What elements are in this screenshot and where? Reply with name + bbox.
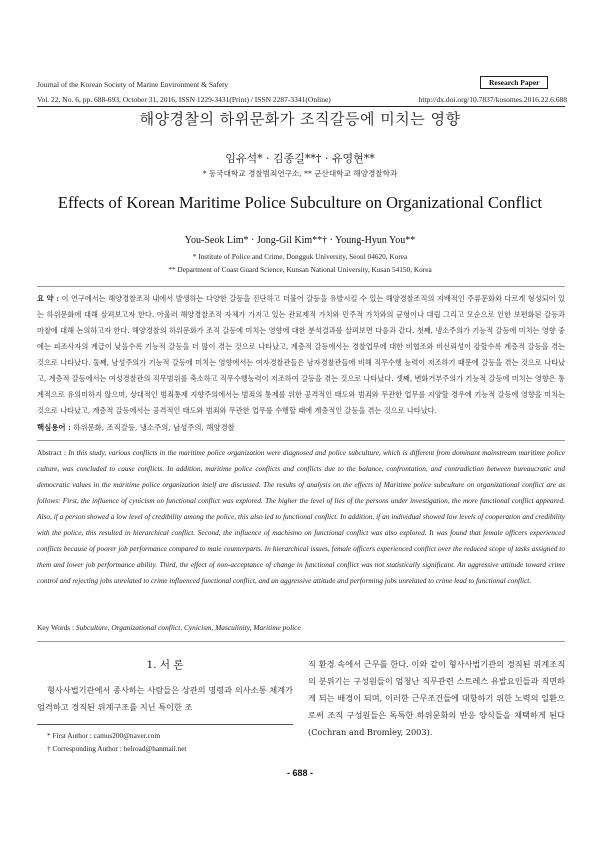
title-english: Effects of Korean Maritime Police Subculture on Organizational Conflict bbox=[57, 193, 543, 212]
abstract-divider-bottom bbox=[37, 641, 565, 642]
footnote-divider bbox=[37, 724, 293, 725]
section-heading-introduction: 1. 서 론 bbox=[146, 659, 184, 671]
authors-english: You-Seok Lim* · Jong-Gil Kim**† · Young-Hyun You** bbox=[184, 235, 416, 246]
keywords-english-label: Key Words : bbox=[37, 623, 75, 632]
keywords-english-text: Subculture, Organizational conflict, Cynicism, Masculinity, Maritime police bbox=[75, 623, 301, 632]
affiliation-english-1: * Institute of Police and Crime, Dongguk University, Seoul 04620, Korea bbox=[192, 252, 408, 261]
volume-line: Vol. 22, No. 6, pp. 688-693, October 31, 2016, ISSN 1229-3431(Print) / ISSN 2287-3341(Online) bbox=[37, 95, 331, 104]
abstract-divider-top bbox=[37, 286, 565, 287]
abstract-english-text: In this study, various conflicts in the maritime police organization were diagnosed and police subculture, which is different from dominant mainstream maritime police culture, was concluded to cause conflicts. In addition, maritime police conflicts and conflicts due to the balance, confrontation, and contradiction between bureaucratic and democratic values in the maritime police organization itself are discussed. The results of analysis on the effects of Maritime police subculture on organizational conflict are as follows: First, the influence of cynicism on functional conflict was explored. The higher the level of lies of the persons under investigation, the more functional conflict appeared. Also, if a person showed a low level of credibility among the police, this also led to functional conflict. In addition, if an individual showed low levels of cooperation and credibility with the police, this resulted in hierarchical conflict. Second, the influence of machismo on functional conflict was also explored. It was found that female officers experienced conflicts because of poorer job performance compared to male counterparts. In hierarchical issues, female officers experienced conflict over the reduced scope of tasks assigned to them and lower job performance ability. Third, the effect of non-acceptance of change in functional conflict was not statistically significant. An aggressive attitude toward crime control and rejecting jobs unrelated to crime influenced functional conflict, and an aggressive attitude and performing jobs unrelated to crime lead to functional conflict. bbox=[37, 448, 566, 585]
header-divider bbox=[37, 106, 565, 107]
intro-left-column: 형사사법기관에서 종사하는 사람들은 상관의 명령과 의사소통 체계가 엄격하고 경직된 위계구조를 지닌 특이한 조 bbox=[37, 685, 293, 712]
abstract-english bbox=[37, 445, 565, 589]
abstract-korean-label: 요 약 : bbox=[37, 294, 59, 303]
footnote-corresponding-author: † Corresponding Author : belroad@hanmail.net bbox=[47, 744, 187, 753]
footnote-first-author: * First Author : camus200@naver.com bbox=[47, 731, 161, 740]
article-type-badge: Research Paper bbox=[480, 76, 548, 89]
authors-korean: 임유석* · 김종길**† · 유영현** bbox=[225, 152, 375, 165]
keywords-korean-text: 하위문화, 조직갈등, 냉소주의, 남성주의, 해양경찰 bbox=[73, 423, 235, 432]
abstract-divider-middle bbox=[37, 440, 565, 441]
doi-link[interactable]: http://dx.doi.org/10.7837/kosomes.2016.22.6.688 bbox=[418, 95, 567, 104]
journal-name: Journal of the Korean Society of Marine Environment & Safety bbox=[37, 80, 228, 89]
abstract-korean-text: 이 연구에서는 해양경찰조직 내에서 발생하는 다양한 갈등을 진단하고 더불어 갈등을 유발시킬 수 있는 해양경찰조직의 지배적인 주류문화와 다르게 형성되어 있는 하위문화에 대해 살펴보고자 한다. 아울러 해양경찰조직 자체가 가지고 있는 관료제적 가치와 민주적 가치와의 균형이나 대립 그리고 모순으로 인한 보편화된 갈등과 마찰에 대해 논의하고자 한다. 해양경찰의 하위문화가 조직 갈등에 미치는 영향에 대한 분석결과를 살펴보면 다음과 같다. 첫째, 냉소주의가 기능적 갈등에 미치는 영향 중에는 피조사자의 계급이 낮을수록 기능적 갈등을 더 많이 겪는 것으로 나타났고, 계층적 갈등에서는 경찰업무에 대한 비협조와 비신뢰성이 강할수록 계층적 갈등을 겪는 것으로 나타났다. 둘째, 남성주의가 기능적 갈등에 미치는 영향에서는 여자경찰관들은 남자경찰관들에 비해 직무수행 능력이 저조하기 때문에 갈등을 겪는 것으로 나타났고, 계층적 갈등에서는 여성경찰관의 직무범위를 축소하고 직무수행능력이 저조하여 갈등을 겪는 것으로 나타났다. 셋째, 변화거부주의가 기능적 갈등에 미치는 영향은 통계적으로 유의미하지 않으며, 상대적인 범죄통제 지향주의에서는 범죄의 통제를 위한 공격적인 태도와 범죄와 무관한 업무를 지양할 경우에 기능적 갈등에 영향을 미치는 것으로 나타났고, 계층적 갈등에서는 공격적인 태도와 범죄와 무관한 업무를 수행할 때에 계층적인 갈등을 겪는 것으로 나타났다. bbox=[37, 294, 565, 415]
abstract-korean bbox=[37, 291, 565, 419]
keywords-korean-label: 핵심용어 : bbox=[37, 423, 71, 432]
keywords-english bbox=[37, 623, 301, 632]
affiliation-english-2: ** Department of Coast Guard Science, Kunsan National University, Kusan 54150, Korea bbox=[168, 265, 432, 274]
title-korean: 해양경찰의 하위문화가 조직갈등에 미치는 영향 bbox=[139, 110, 461, 128]
abstract-english-label: Abstract : bbox=[37, 448, 67, 457]
affiliation-korean: * 동국대학교 경찰범죄연구소, ** 군산대학교 해양경찰학과 bbox=[202, 169, 398, 178]
page-number: - 688 - bbox=[286, 768, 313, 778]
intro-right-column: 직 환경 속에서 근무를 한다. 이와 같이 형사사법기관의 경직된 위계조직의 분위기는 구성원들이 엄청난 직무관련 스트레스 유발요인들과 직면하게 되는 배경이 되며, 이러한 근무조건들에 대항하기 위한 노력의 일환으로써 조직 구성원들은 독특한 하위문화의 반응 양식들을 채택하게 된다 (Cochran and Bromley, 2003). bbox=[308, 659, 565, 737]
keywords-korean bbox=[37, 422, 235, 433]
